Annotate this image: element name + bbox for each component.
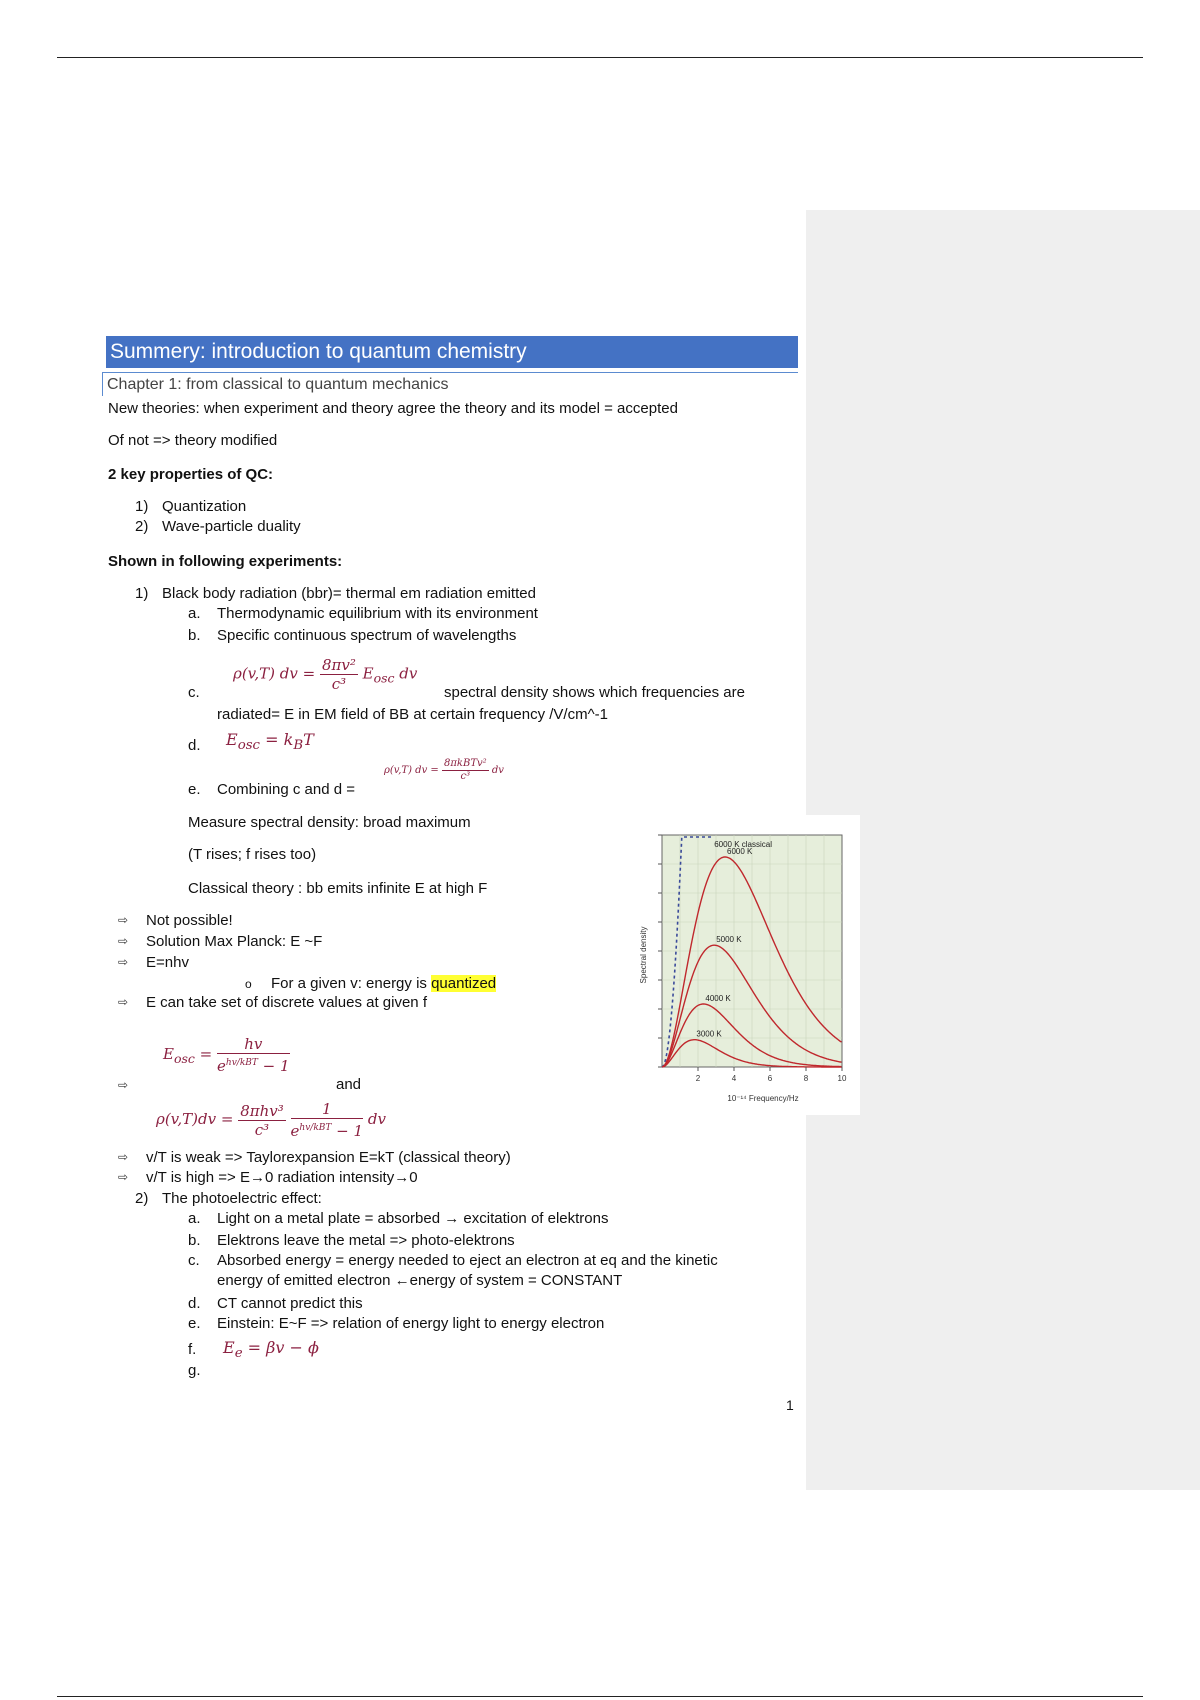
x-tick-label: 4: [731, 1074, 737, 1083]
page-number: 1: [786, 1397, 794, 1413]
document-title: Summery: introduction to quantum chemistry: [106, 336, 798, 368]
notpossible-text: Not possible!: [146, 912, 233, 929]
letter-marker: a.: [188, 1210, 201, 1227]
arrow-bullet-icon: ⇨: [118, 995, 129, 1009]
header-rule: [57, 57, 1143, 58]
arrow-bullet-icon: ⇨: [118, 1078, 129, 1092]
letter-marker: f.: [188, 1341, 197, 1358]
bbr-item-b: Specific continuous spectrum of wavelengths: [217, 627, 517, 644]
pe-item-d: CT cannot predict this: [217, 1295, 363, 1312]
x-tick-label: 2: [695, 1074, 701, 1083]
letter-marker: e.: [188, 781, 201, 798]
chapter-heading: Chapter 1: from classical to quantum mechanics: [102, 372, 798, 396]
key-props-heading: 2 key properties of QC:: [108, 466, 274, 483]
formula-eosc: $E_{osc} = k_BT$: [226, 730, 314, 754]
classical-text: Classical theory : bb emits infinite E at high F: [188, 880, 488, 897]
formula-photoelectric: $E_e = \beta v - \phi$: [223, 1338, 319, 1362]
formula-planck-eosc: $E_{osc}$ = $\frac{hv}{e^{hv/kBT} - 1}$: [163, 1035, 290, 1075]
series-label: 6000 K: [727, 847, 753, 856]
chart-svg: [630, 815, 860, 1115]
series-label: 5000 K: [716, 935, 742, 945]
letter-marker: a.: [188, 605, 201, 622]
chart-ylabel: Spectral density: [639, 926, 648, 984]
list-marker: 1): [135, 498, 149, 515]
series-label: 4000 K: [705, 994, 731, 1003]
and-text: and: [336, 1076, 362, 1093]
sub-bullet-icon: o: [245, 977, 252, 991]
x-tick-label: 8: [803, 1074, 809, 1083]
arrow-bullet-icon: ⇨: [118, 1170, 129, 1184]
pe-label: The photoelectric effect:: [162, 1190, 322, 1207]
formula-spectral-density: ρ(v,T) dv = $\frac{\text{8πv²}}{\text{c³}}$ $E_{osc}$ dv: [233, 656, 418, 693]
formula-planck-rho: ρ(v,T)dv = $\frac{\text{8πhv³}}{\text{c³}}$ $\frac{1}{e^{hv/kBT} - 1}$ dv: [156, 1100, 386, 1140]
pe-item-a: Light on a metal plate = absorbed → excitation of elektrons: [217, 1210, 609, 1227]
letter-marker: d.: [188, 737, 201, 754]
x-tick-label: 10: [837, 1074, 847, 1083]
formula-combined: ρ(v,T) dv = $\frac{\text{8πkBTv²}}{\text{c³}}$ dv: [384, 758, 504, 782]
letter-marker: e.: [188, 1315, 201, 1332]
trises-text: (T rises; f rises too): [188, 846, 317, 863]
letter-marker: c.: [188, 684, 200, 701]
weak-text: v/T is weak => Taylorexpansion E=kT (classical theory): [146, 1149, 511, 1166]
letter-marker: c.: [188, 1252, 200, 1269]
comment-pane: [803, 210, 1200, 1490]
letter-marker: b.: [188, 627, 201, 644]
letter-marker: b.: [188, 1232, 201, 1249]
series-label: 3000 K: [696, 1029, 722, 1039]
arrow-bullet-icon: ⇨: [118, 955, 129, 969]
intro-p1: New theories: when experiment and theory agree the theory and its model = accepted: [108, 400, 678, 417]
pe-item-b: Elektrons leave the metal => photo-elektrons: [217, 1232, 515, 1249]
given-text: For a given v: energy is quantized: [271, 975, 497, 992]
pe-item-c-cont: energy of emitted electron ←energy of system = CONSTANT: [217, 1272, 623, 1289]
enhv-text: E=nhv: [146, 954, 189, 971]
pe-item-e: Einstein: E~F => relation of energy light to energy electron: [217, 1315, 605, 1332]
footer-rule: [57, 1696, 1143, 1697]
arrow-bullet-icon: ⇨: [118, 1150, 129, 1164]
series-label: 6000 K classical: [714, 840, 773, 849]
chart-xlabel: 10⁻¹⁴ Frequency/Hz: [727, 1094, 799, 1103]
quantized-highlight: quantized: [431, 975, 497, 992]
x-tick-label: 6: [767, 1074, 773, 1083]
blackbody-chart: [630, 815, 860, 1115]
list-marker: 1): [135, 585, 149, 602]
list-marker: 2): [135, 1190, 149, 1207]
experiments-heading: Shown in following experiments:: [108, 553, 343, 570]
letter-marker: g.: [188, 1362, 201, 1379]
discrete-text: E can take set of discrete values at given f: [146, 994, 427, 1011]
bbr-item-e: Combining c and d =: [217, 781, 356, 798]
planck-text: Solution Max Planck: E ~F: [146, 933, 323, 950]
key-prop-item: Quantization: [162, 498, 247, 515]
bbr-item-a: Thermodynamic equilibrium with its environment: [217, 605, 538, 622]
bbr-label: Black body radiation (bbr)= thermal em radiation emitted: [162, 585, 536, 602]
key-prop-item: Wave-particle duality: [162, 518, 301, 535]
arrow-bullet-icon: ⇨: [118, 913, 129, 927]
intro-p2: Of not => theory modified: [108, 432, 278, 449]
high-text: v/T is high => E→0 radiation intensity→0: [146, 1169, 418, 1186]
arrow-bullet-icon: ⇨: [118, 934, 129, 948]
bbr-item-c: spectral density shows which frequencies are: [444, 684, 745, 701]
letter-marker: d.: [188, 1295, 201, 1312]
measure-text: Measure spectral density: broad maximum: [188, 814, 471, 831]
pe-item-c: Absorbed energy = energy needed to eject an electron at eq and the kinetic: [217, 1252, 718, 1269]
bbr-item-c-cont: radiated= E in EM field of BB at certain frequency /V/cm^-1: [217, 706, 608, 723]
list-marker: 2): [135, 518, 149, 535]
